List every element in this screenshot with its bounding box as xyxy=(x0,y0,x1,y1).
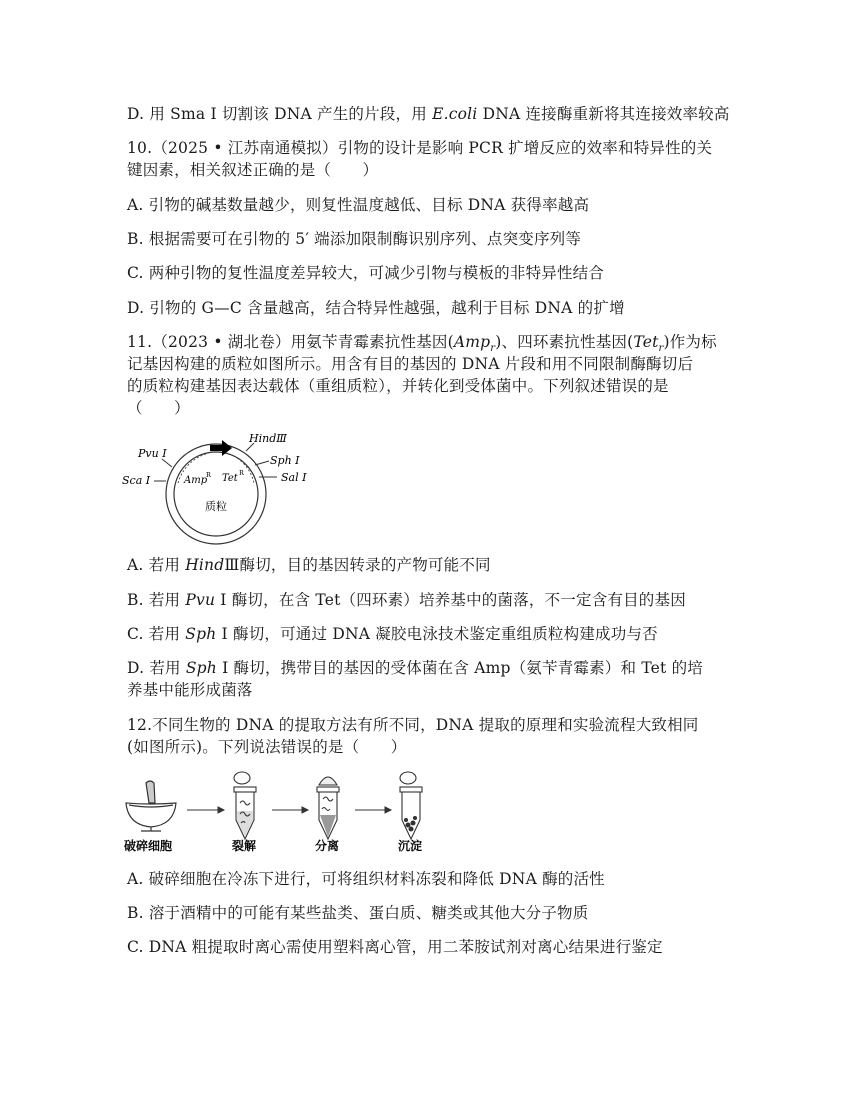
q11-stem-line4: （ ） xyxy=(127,399,190,417)
q11-option-d-text-end: Ⅰ 酶切，携带目的基因的受体菌在含 Amp（氨苄青霉素）和 Tet 的培 xyxy=(216,659,703,677)
q11-option-b-text-end: Ⅰ 酶切，在含 Tet（四环素）培养基中的菌落，不一定含有目的基因 xyxy=(215,591,686,609)
q11-amp-gene: Amp xyxy=(453,333,491,351)
centrifuge-tube-icon xyxy=(317,777,339,839)
q11-stem-line3: 的质粒构建基因表达载体（重组质粒），并转化到受体菌中。下列叙述错误的是 xyxy=(127,377,669,395)
plasmid-center-label: 质粒 xyxy=(205,500,227,513)
q10-stem-line2: 键因素，相关叙述正确的是（ ） xyxy=(127,161,379,179)
precipitation-tube-icon xyxy=(400,772,422,839)
q11-stem-text-mid: )、四环素抗性基因( xyxy=(495,333,634,351)
q12-stem-line2: (如图所示)。下列说法错误的是（ ） xyxy=(127,738,407,756)
hind-label: HindⅢ xyxy=(249,432,287,445)
q11-option-a xyxy=(127,554,491,576)
q11-option-c-enzyme: Sph xyxy=(185,625,217,643)
q10-option-c: C. 两种引物的复性温度差异较大，可减少引物与模板的非特异性结合 xyxy=(127,264,605,282)
plasmid-ring xyxy=(166,444,266,544)
mortar-icon xyxy=(126,781,176,831)
q10-stem-line1: 10.（2025 • 江苏南通模拟）引物的设计是影响 PCR 扩增反应的效率和特异性的关 xyxy=(127,139,713,157)
q9-option-d-text: D. 用 Sma Ⅰ 切割该 DNA 产生的片段，用 xyxy=(127,105,433,123)
step2-label: 裂解 xyxy=(232,839,257,853)
q11-option-d xyxy=(127,657,703,679)
amp-label: Amp xyxy=(184,475,208,486)
plasmid-figure xyxy=(122,425,322,550)
sph-label: Sph Ⅰ xyxy=(270,454,300,467)
q11-stem-text: 11.（2023 • 湖北卷）用氨苄青霉素抗性基因( xyxy=(127,333,454,351)
flow-arrows xyxy=(187,807,391,813)
step3-label: 分离 xyxy=(315,839,340,853)
q10-option-d: D. 引物的 G—C 含量越高，结合特异性越强，越利于目标 DNA 的扩增 xyxy=(127,299,625,317)
q10-option-b: B. 根据需要可在引物的 5′ 端添加限制酶识别序列、点突变序列等 xyxy=(127,230,582,248)
step4-label: 沉淀 xyxy=(398,839,423,853)
q11-amp-sub: r xyxy=(490,343,496,355)
pvu-label: Pvu Ⅰ xyxy=(138,447,167,460)
q11-option-b xyxy=(127,589,686,611)
q11-option-c-text-end: Ⅰ 酶切，可通过 DNA 凝胶电泳技术鉴定重组质粒构建成功与否 xyxy=(216,625,658,643)
q12-stem-line1: 12.不同生物的 DNA 的提取方法有所不同，DNA 提取的原理和实验流程大致相同 xyxy=(127,716,699,734)
tet-label: Tet xyxy=(222,473,238,484)
lysis-tube-icon xyxy=(234,772,256,839)
q11-option-d-enzyme: Sph xyxy=(185,659,217,677)
q12-option-b: B. 溶于酒精中的可能有某些盐类、蛋白质、糖类或其他大分子物质 xyxy=(127,904,589,922)
tet-sup-label: R xyxy=(239,469,244,477)
q11-option-a-text-end: Ⅲ酶切，目的基因转录的产物可能不同 xyxy=(224,556,491,574)
sca-label: Sca Ⅰ xyxy=(122,474,151,487)
q9-option-d-species: E.coli xyxy=(432,105,478,123)
q11-stem-line2: 记基因构建的质粒如图所示。用含有目的基因的 DNA 片段和用不同限制酶酶切后 xyxy=(127,355,694,373)
q11-stem-text-end: )作为标 xyxy=(663,333,717,351)
q12-option-c: C. DNA 粗提取时离心需使用塑料离心管，用二苯胺试剂对离心结果进行鉴定 xyxy=(127,938,663,956)
q11-option-b-enzyme: Pvu xyxy=(185,591,216,609)
q11-option-b-text: B. 若用 xyxy=(127,591,186,609)
dna-extraction-figure xyxy=(124,765,434,855)
q9-option-d xyxy=(127,103,730,125)
step1-label: 破碎细胞 xyxy=(124,839,173,853)
q11-option-c xyxy=(127,623,658,645)
q11-tet-sub: r xyxy=(658,343,664,355)
amp-sup-label: R xyxy=(206,471,211,479)
q9-option-d-text-end: DNA 连接酶重新将其连接效率较高 xyxy=(477,105,730,123)
q11-option-d-line2: 养基中能形成菌落 xyxy=(127,681,253,699)
q11-option-a-enzyme: Hind xyxy=(185,556,225,574)
sal-label: Sal Ⅰ xyxy=(281,471,307,484)
q12-option-a: A. 破碎细胞在冷冻下进行，可将组织材料冻裂和降低 DNA 酶的活性 xyxy=(127,870,605,888)
q11-tet-gene: Tet xyxy=(633,333,659,351)
q11-option-d-text: D. 若用 xyxy=(127,659,186,677)
q11-option-a-text: A. 若用 xyxy=(127,556,186,574)
q11-option-c-text: C. 若用 xyxy=(127,625,186,643)
q10-option-a: A. 引物的碱基数量越少，则复性温度越低、目标 DNA 获得率越高 xyxy=(127,196,590,214)
